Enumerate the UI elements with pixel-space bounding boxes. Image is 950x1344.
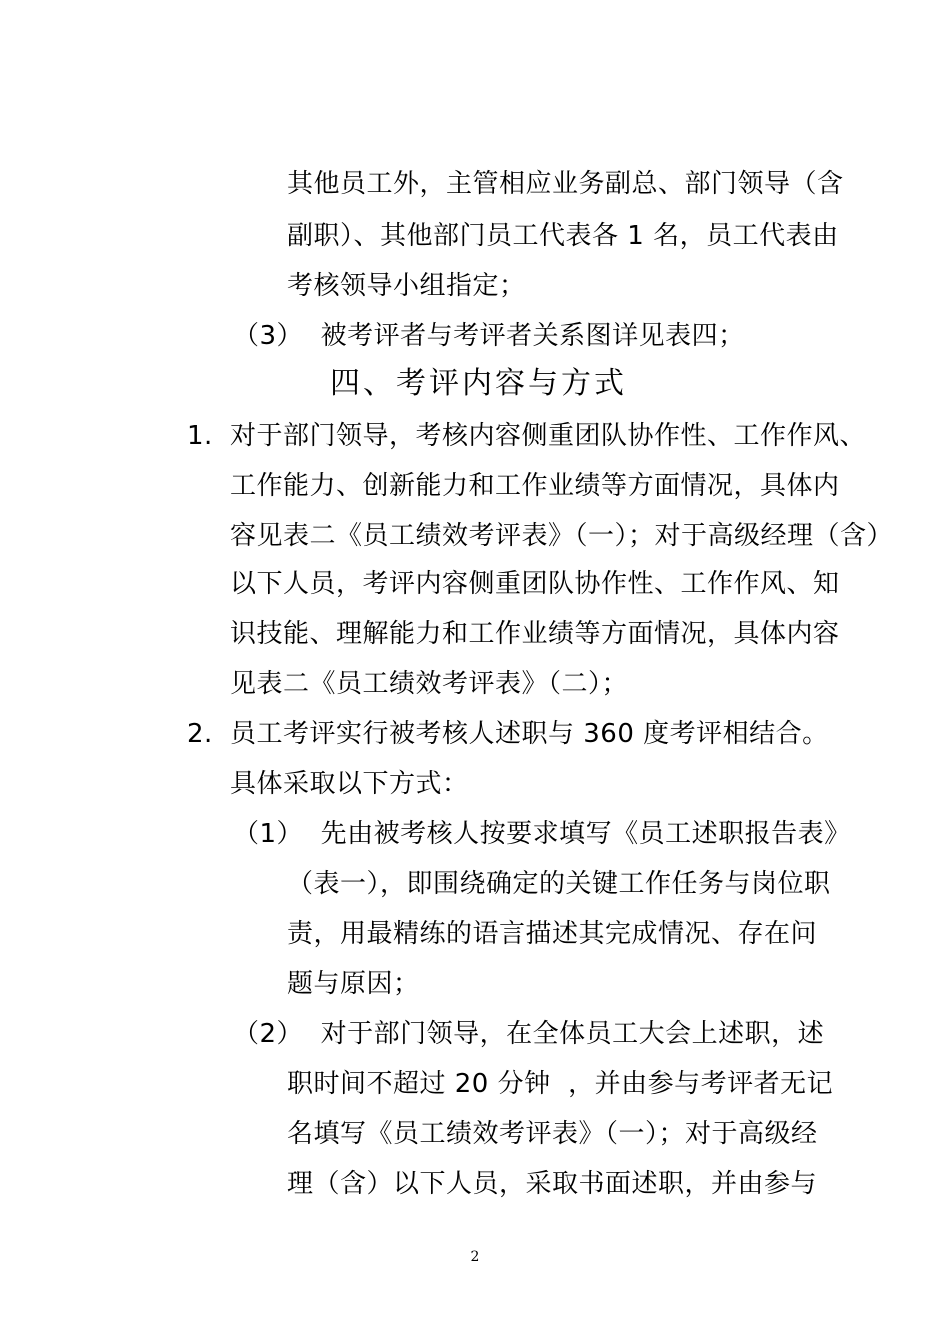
text-line: 题与原因；: [287, 969, 420, 999]
item-number: 1.: [187, 421, 213, 451]
sub-item-2: （2） 对于部门领导，在全体员工大会上述职，述: [233, 1019, 825, 1049]
text-line: 具体采取以下方式：: [230, 769, 469, 799]
text-line: 对于部门领导，考核内容侧重团队协作性、工作作风、: [230, 421, 867, 451]
text-line: 识技能、理解能力和工作业绩等方面情况，具体内容: [230, 619, 840, 649]
text-line: 其他员工外，主管相应业务副总、部门领导（含: [287, 169, 844, 199]
text-line: 职时间不超过 20 分钟 ，并由参与考评者无记: [287, 1069, 834, 1099]
text-line: 名填写《员工绩效考评表》（一）；对于高级经: [287, 1119, 818, 1149]
text-line: 容见表二《员工绩效考评表》（一）；对于高级经理（含）: [230, 521, 894, 551]
text-line: 以下人员，考评内容侧重团队协作性、工作作风、知: [230, 569, 840, 599]
section-heading: 四、考评内容与方式: [330, 366, 627, 401]
page-number: 2: [470, 1249, 480, 1265]
item-number: 2.: [187, 719, 213, 749]
text-line: 理（含）以下人员，采取书面述职，并由参与: [287, 1169, 818, 1199]
text-line: 员工考评实行被考核人述职与 360 度考评相结合。: [230, 719, 829, 749]
text-line: 考核领导小组指定；: [287, 271, 526, 301]
text-line: 见表二《员工绩效考评表》（二）；: [230, 669, 629, 699]
text-line: 责，用最精练的语言描述其完成情况、存在问: [287, 919, 818, 949]
sub-item-1: （1） 先由被考核人按要求填写《员工述职报告表》: [233, 819, 851, 849]
text-line: 工作能力、创新能力和工作业绩等方面情况，具体内: [230, 471, 840, 501]
sub-item-3: （3） 被考评者与考评者关系图详见表四；: [233, 321, 745, 351]
text-line: （表一），即围绕确定的关键工作任务与岗位职: [287, 869, 831, 899]
text-line: 副职）、其他部门员工代表各 1 名，员工代表由: [287, 221, 839, 251]
